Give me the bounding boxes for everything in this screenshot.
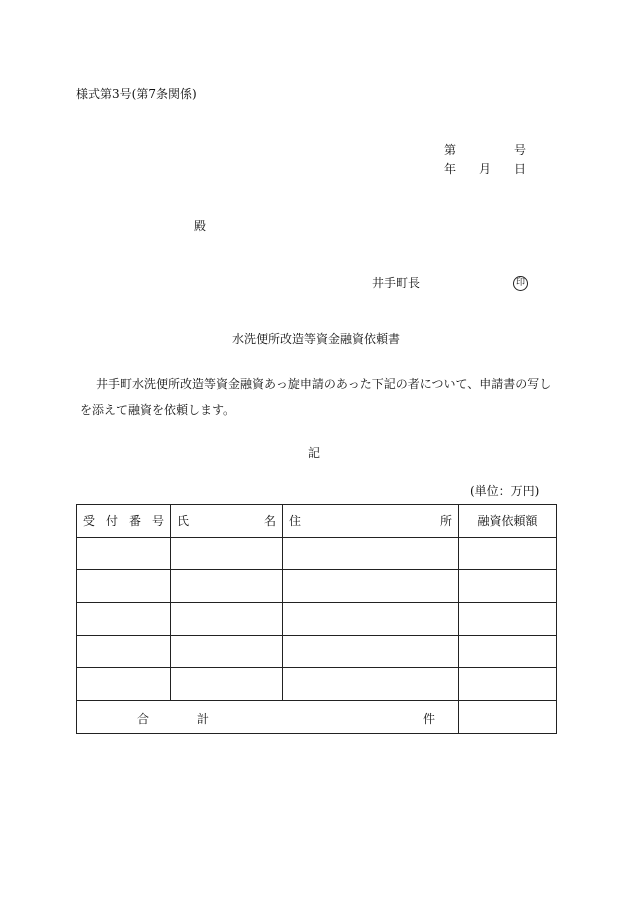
seal-glyph: 印	[513, 276, 528, 291]
cell-reception[interactable]	[77, 603, 171, 636]
body-line-1: 井手町水洗便所改造等資金融資あっ旋申請のあった下記の者について、申請書の写し	[96, 377, 552, 391]
cell-name[interactable]	[171, 537, 283, 570]
document-title: 水洗便所改造等資金融資依頼書	[232, 332, 401, 346]
seal-mark	[513, 274, 528, 291]
header-reception: 受 付 番 号	[77, 505, 171, 538]
cell-address[interactable]	[283, 570, 459, 603]
header-name: 氏 名	[171, 505, 283, 538]
total-row	[77, 701, 557, 734]
applicant-table	[76, 504, 557, 734]
cell-reception[interactable]	[77, 537, 171, 570]
total-count-unit: 件	[423, 712, 436, 727]
addressee-suffix: 殿	[194, 219, 207, 233]
ki-label: 記	[308, 446, 321, 460]
cell-name[interactable]	[171, 570, 283, 603]
total-amount-cell[interactable]	[459, 701, 557, 734]
cell-name[interactable]	[171, 668, 283, 701]
document-number	[444, 141, 526, 158]
cell-amount[interactable]	[459, 603, 557, 636]
table-row	[77, 537, 557, 570]
form-number: 様式第3号(第7条関係)	[76, 87, 197, 101]
cell-reception[interactable]	[77, 635, 171, 668]
total-label-cell	[77, 701, 459, 734]
date-day: 日	[513, 162, 526, 176]
table-row	[77, 603, 557, 636]
cell-name[interactable]	[171, 603, 283, 636]
cell-address[interactable]	[283, 603, 459, 636]
cell-amount[interactable]	[459, 635, 557, 668]
cell-reception[interactable]	[77, 570, 171, 603]
unit-label: (単位：万円)	[470, 484, 540, 498]
table-row	[77, 668, 557, 701]
table-header-row	[77, 505, 557, 538]
sender: 井手町長	[372, 276, 421, 290]
total-label-b: 計	[197, 712, 210, 727]
doc-number-dai: 第	[444, 143, 457, 157]
cell-reception[interactable]	[77, 668, 171, 701]
cell-amount[interactable]	[459, 668, 557, 701]
date-line	[444, 160, 526, 177]
total-label-a: 合	[137, 712, 150, 727]
header-amount: 融資依頼額	[459, 505, 557, 538]
table-row	[77, 635, 557, 668]
body-line-2: を添えて融資を依頼します。	[80, 403, 236, 417]
cell-address[interactable]	[283, 537, 459, 570]
cell-address[interactable]	[283, 635, 459, 668]
doc-number-go: 号	[513, 143, 526, 157]
header-address: 住 所	[283, 505, 459, 538]
cell-amount[interactable]	[459, 537, 557, 570]
date-month: 月	[478, 162, 491, 176]
date-year: 年	[444, 162, 457, 176]
cell-address[interactable]	[283, 668, 459, 701]
cell-amount[interactable]	[459, 570, 557, 603]
table-row	[77, 570, 557, 603]
cell-name[interactable]	[171, 635, 283, 668]
